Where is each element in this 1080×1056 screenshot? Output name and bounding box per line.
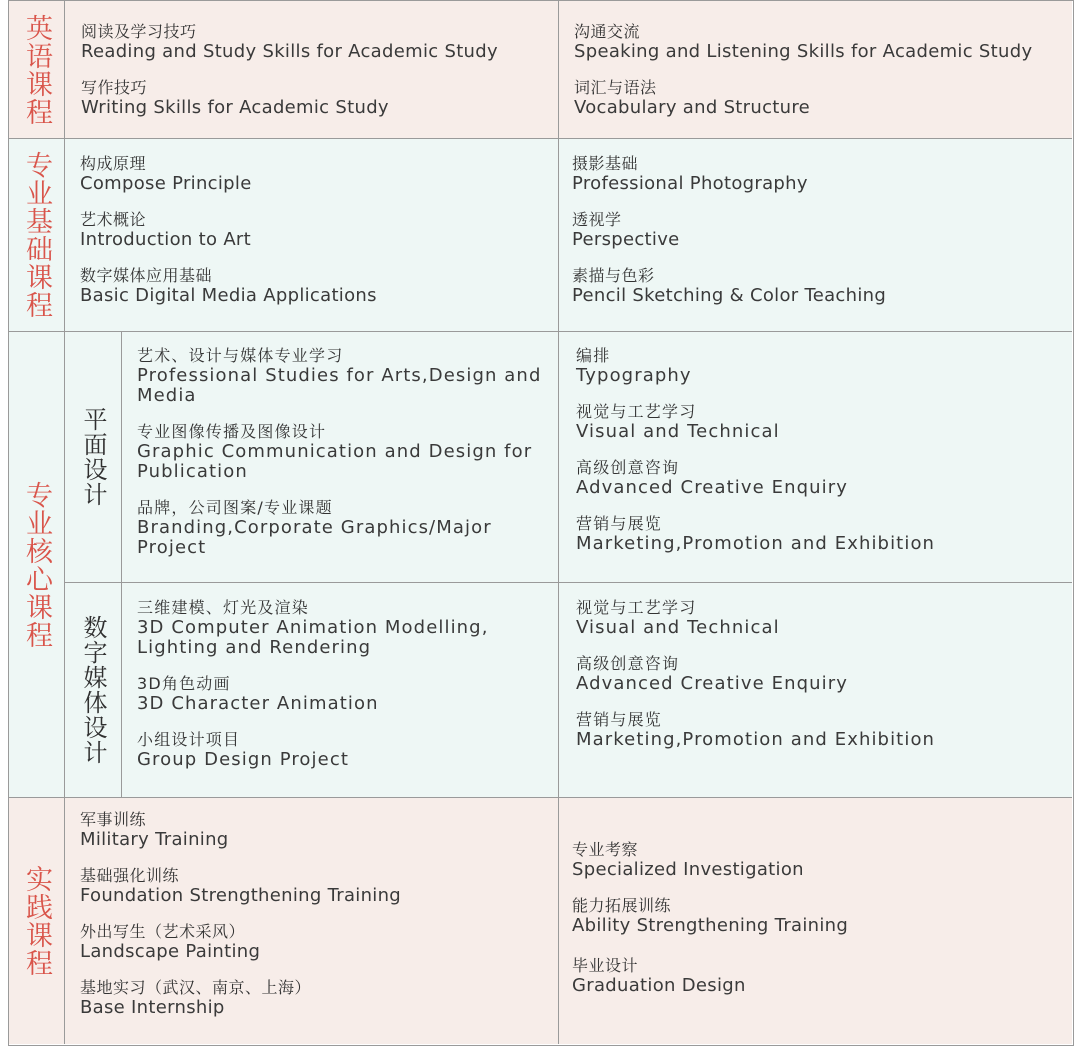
course-list-right (576, 346, 1069, 554)
category-label: 专业基础课程 (21, 151, 52, 319)
course-item (137, 346, 552, 406)
course-list-left (81, 22, 551, 118)
course-en: Graphic Communication and Design for Publication (137, 441, 533, 482)
course-item (572, 956, 1067, 996)
course-en: 3D Character Animation (137, 693, 379, 714)
category-label: 专业核心课程 (21, 480, 52, 649)
course-zh: 阅读及学习技巧 (81, 22, 197, 41)
subcategory-label: 平面设计 (79, 407, 107, 507)
course-item (81, 78, 551, 118)
course-en: Marketing,Promotion and Exhibition (576, 533, 936, 554)
course-item (576, 402, 1069, 442)
course-zh: 营销与展览 (576, 514, 663, 533)
course-zh: 视觉与工艺学习 (576, 402, 697, 421)
course-item (572, 266, 1067, 306)
course-item (574, 22, 1069, 62)
course-zh: 3D角色动画 (137, 674, 231, 693)
course-item (80, 266, 550, 306)
course-en: Professional Photography (572, 173, 808, 194)
course-zh: 军事训练 (80, 810, 147, 829)
subcategory-cell (65, 332, 122, 582)
course-zh: 视觉与工艺学习 (576, 598, 697, 617)
course-zh: 编排 (576, 346, 611, 365)
course-zh: 外出写生（艺术采风） (80, 922, 246, 941)
course-item (80, 866, 550, 906)
course-en: Visual and Technical (576, 617, 780, 638)
course-item (576, 654, 1069, 694)
course-en: Reading and Study Skills for Academic Study (81, 41, 498, 62)
course-item (80, 210, 550, 250)
course-list-right (576, 598, 1069, 750)
subcategory-cell (65, 582, 122, 798)
course-zh: 词汇与语法 (574, 78, 657, 97)
category-cell (9, 798, 65, 1044)
category-label: 实践课程 (21, 865, 52, 977)
curriculum-table (8, 0, 1074, 1046)
course-zh: 艺术概论 (80, 210, 147, 229)
section-core (9, 332, 1072, 798)
course-zh: 基地实习（武汉、南京、上海） (80, 978, 312, 997)
course-en: Branding,Corporate Graphics/Major Project (137, 517, 492, 558)
course-item (137, 498, 552, 558)
course-en: Pencil Sketching & Color Teaching (572, 285, 887, 306)
course-zh: 摄影基础 (572, 154, 639, 173)
course-item (576, 458, 1069, 498)
course-item (572, 154, 1067, 194)
course-en: Marketing,Promotion and Exhibition (576, 729, 936, 750)
category-cell (9, 1, 65, 138)
course-en: Basic Digital Media Applications (80, 285, 377, 306)
course-list-right (572, 154, 1067, 306)
course-zh: 毕业设计 (572, 956, 639, 975)
course-item (576, 346, 1069, 386)
course-item (576, 514, 1069, 554)
course-item (137, 674, 552, 714)
course-zh: 小组设计项目 (137, 730, 241, 749)
section-english (9, 1, 1072, 139)
course-en: Speaking and Listening Skills for Academic Study (574, 41, 1033, 62)
section-practice (9, 798, 1072, 1044)
course-item (576, 710, 1069, 750)
course-en: Landscape Painting (80, 941, 261, 962)
course-zh: 写作技巧 (81, 78, 148, 97)
course-en: Advanced Creative Enquiry (576, 477, 848, 498)
course-item (137, 730, 552, 770)
course-list-left (137, 598, 552, 770)
course-item (572, 210, 1067, 250)
course-zh: 艺术、设计与媒体专业学习 (137, 346, 344, 365)
course-item (81, 22, 551, 62)
course-zh: 素描与色彩 (572, 266, 655, 285)
course-en: Graduation Design (572, 975, 746, 996)
course-zh: 高级创意咨询 (576, 458, 680, 477)
course-en: Compose Principle (80, 173, 252, 194)
category-label: 英语课程 (21, 13, 52, 126)
course-list-left (80, 154, 550, 306)
course-en: 3D Computer Animation Modelling, Lighting and Rendering (137, 617, 489, 658)
course-en: Group Design Project (137, 749, 349, 770)
course-list-right (572, 840, 1067, 996)
course-en: Foundation Strengthening Training (80, 885, 402, 906)
course-item (137, 422, 552, 482)
category-cell (9, 139, 65, 331)
course-zh: 数字媒体应用基础 (80, 266, 213, 285)
course-item (137, 598, 552, 658)
course-en: Visual and Technical (576, 421, 780, 442)
section-foundation (9, 139, 1072, 332)
course-item (572, 896, 1067, 936)
course-list-left (80, 810, 550, 1018)
course-list-right (574, 22, 1069, 118)
course-en: Specialized Investigation (572, 859, 804, 880)
course-item (572, 840, 1067, 880)
course-item (80, 978, 550, 1018)
subcategory-label: 数字媒体设计 (79, 615, 107, 765)
course-en: Typography (576, 365, 692, 386)
course-en: Ability Strengthening Training (572, 915, 849, 936)
course-zh: 能力拓展训练 (572, 896, 672, 915)
course-zh: 高级创意咨询 (576, 654, 680, 673)
course-en: Military Training (80, 829, 229, 850)
course-en: Vocabulary and Structure (574, 97, 811, 118)
course-en: Base Internship (80, 997, 225, 1018)
course-en: Professional Studies for Arts,Design and Media (137, 365, 542, 406)
course-en: Perspective (572, 229, 680, 250)
course-zh: 透视学 (572, 210, 622, 229)
course-zh: 专业考察 (572, 840, 639, 859)
course-zh: 营销与展览 (576, 710, 663, 729)
course-item (80, 922, 550, 962)
course-zh: 基础强化训练 (80, 866, 180, 885)
course-zh: 构成原理 (80, 154, 147, 173)
course-item (574, 78, 1069, 118)
course-en: Advanced Creative Enquiry (576, 673, 848, 694)
course-list-left (137, 346, 552, 558)
course-zh: 三维建模、灯光及渲染 (137, 598, 310, 617)
course-item (80, 154, 550, 194)
course-en: Writing Skills for Academic Study (81, 97, 389, 118)
course-zh: 品牌，公司图案/专业课题 (137, 498, 333, 517)
course-en: Introduction to Art (80, 229, 251, 250)
course-zh: 专业图像传播及图像设计 (137, 422, 327, 441)
course-item (576, 598, 1069, 638)
category-cell (9, 332, 65, 797)
course-item (80, 810, 550, 850)
course-zh: 沟通交流 (574, 22, 641, 41)
